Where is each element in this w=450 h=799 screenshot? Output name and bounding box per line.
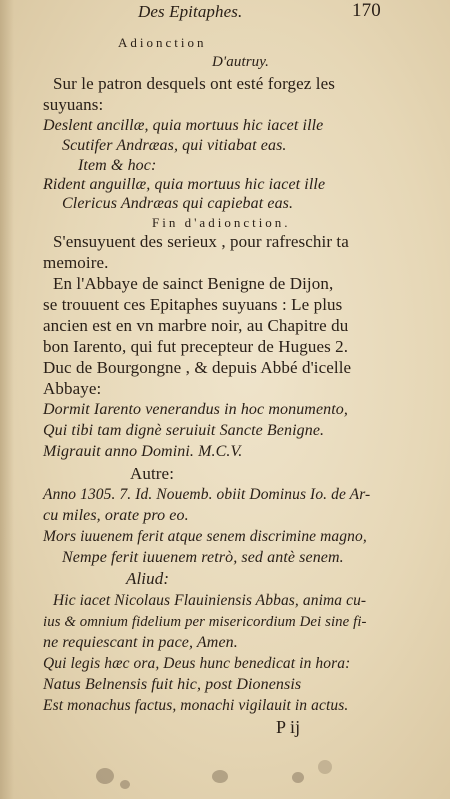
section-heading: Adionction <box>118 35 207 50</box>
epitaph-line: cu miles, orate pro eo. <box>43 507 189 524</box>
text-line: En l'Abbaye de sainct Benigne de Dijon, <box>53 274 334 293</box>
epitaph-line: ne requiescant in pace, Amen. <box>43 634 238 651</box>
text-line: bon Iarento, qui fut precepteur de Hugues 2. <box>43 337 349 356</box>
ink-stain <box>96 768 114 784</box>
verse-line: Clericus Andræas qui capiebat eas. <box>62 195 294 212</box>
page-number: 170 <box>352 0 381 21</box>
subheading-aliud: Aliud: <box>126 569 170 588</box>
verse-line: Rident anguillæ, quia mortuus hic iacet ille <box>43 176 326 193</box>
ink-stain <box>292 772 304 783</box>
epitaph-line: Qui legis hæc ora, Deus hunc benedicat in hora: <box>43 655 351 672</box>
text-line: se trouuent ces Epitaphes suyuans : Le plus <box>43 295 343 314</box>
signature-mark: P ij <box>276 717 301 737</box>
epitaph-line: Natus Belnensis fuit hic, post Dionensis <box>43 676 302 693</box>
text-line: Sur le patron desquels ont esté forgez les <box>53 74 335 93</box>
text-line: ancien est en vn marbre noir, au Chapitre du <box>43 316 349 335</box>
section-subheading: D'autruy. <box>212 54 270 70</box>
ink-stain <box>120 780 130 789</box>
text-line: S'ensuyuent des serieux , pour rafreschir ta <box>53 232 349 251</box>
text-line: suyuans: <box>43 95 104 114</box>
ink-stain <box>212 770 228 783</box>
epitaph-line: Qui tibi tam dignè seruiuit Sancte Benigne. <box>43 422 325 439</box>
epitaph-line: Anno 1305. 7. Id. Nouemb. obiit Dominus Io. de Ar- <box>43 486 371 503</box>
epitaph-line: Est monachus factus, monachi vigilauit in actus. <box>43 697 349 714</box>
epitaph-line: Nempe ferit iuuenem retrò, sed antè senem. <box>62 549 344 566</box>
verse-line: Scutifer Andræas, qui vitiabat eas. <box>62 137 287 154</box>
page-gutter-shadow <box>0 0 14 799</box>
epitaph-line: Hic iacet Nicolaus Flauiniensis Abbas, anima cu- <box>53 592 367 609</box>
text-line: Abbaye: <box>43 379 102 398</box>
epitaph-line: Dormit Iarento venerandus in hoc monumento, <box>43 401 348 418</box>
running-title: Des Epitaphes. <box>138 2 243 21</box>
text-line: memoire. <box>43 253 109 272</box>
verse-line: Item & hoc: <box>78 157 157 174</box>
subheading-autre: Autre: <box>130 464 175 483</box>
section-end: Fin d'adionction. <box>152 215 291 230</box>
epitaph-line: Migrauit anno Domini. M.C.V. <box>43 443 243 460</box>
verse-line: Deslent ancillæ, quia mortuus hic iacet ille <box>43 117 324 134</box>
ink-stain <box>318 760 332 774</box>
epitaph-line: ius & omnium fidelium per misericordium Dei sine fi- <box>43 614 367 630</box>
text-line: Duc de Bourgongne , & depuis Abbé d'icelle <box>43 358 352 377</box>
epitaph-line: Mors iuuenem ferit atque senem discrimine magno, <box>43 528 367 545</box>
